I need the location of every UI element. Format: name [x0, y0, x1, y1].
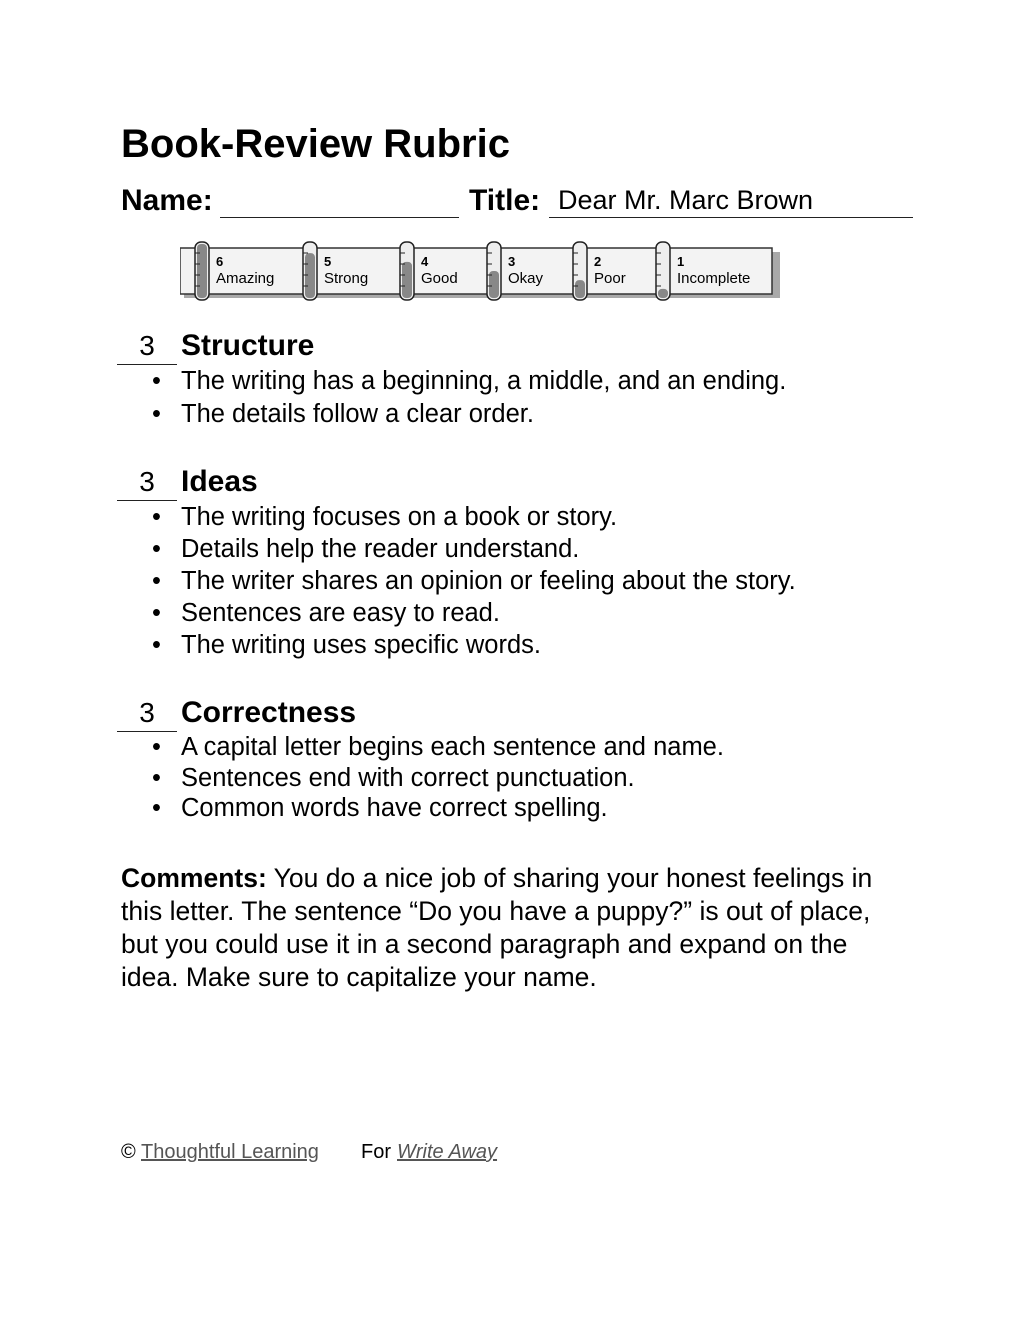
list-item: • The writing has a beginning, a middle, and an ending. [150, 365, 786, 398]
list-item: • A capital letter begins each sentence and name. [150, 732, 724, 763]
comments-text: You do a nice job of sharing your honest feelings in this letter. The sentence “Do you have a puppy?” is out of place, but you could use it in a second paragraph and expand on the idea. Make sure to capitalize your name. [121, 863, 873, 992]
comments-label: Comments: [121, 863, 267, 893]
tube-fill-level [197, 244, 207, 298]
list-item: • The details follow a clear order. [150, 398, 786, 431]
structure-heading: Structure [181, 329, 315, 362]
title-label: Title: [469, 184, 541, 217]
tube-fill-level [402, 262, 412, 298]
title-field[interactable]: Dear Mr. Marc Brown [558, 185, 814, 215]
correctness-criteria-list [150, 732, 724, 824]
ideas-score[interactable]: 3 [139, 466, 155, 497]
book-link-text: Write Away [397, 1141, 498, 1163]
correctness-score[interactable]: 3 [139, 697, 155, 728]
tube-fill-level [575, 280, 585, 298]
scale-label: Amazing [216, 270, 275, 287]
scale-label: Good [421, 270, 458, 287]
list-item: • The writing uses specific words. [150, 629, 796, 661]
publisher-link[interactable] [141, 1140, 319, 1164]
ideas-criteria-list [150, 501, 796, 661]
scale-label: Poor [594, 270, 626, 287]
copyright-symbol: © [121, 1141, 136, 1163]
structure-criteria-list [150, 365, 786, 430]
scale-number: 3 [508, 254, 516, 269]
rating-scale [180, 238, 784, 310]
publisher-link-text: Thoughtful Learning [141, 1141, 319, 1163]
scale-number: 4 [421, 254, 429, 269]
title-field-line [549, 217, 913, 218]
scale-label: Incomplete [677, 270, 751, 287]
scale-number: 2 [594, 254, 602, 269]
list-item: • The writer shares an opinion or feeling about the story. [150, 565, 796, 597]
ideas-heading: Ideas [181, 465, 258, 498]
name-label: Name: [121, 184, 213, 217]
list-item: • Common words have correct spelling. [150, 793, 724, 824]
list-item: • Sentences end with correct punctuation. [150, 763, 724, 794]
page-title: Book-Review Rubric [121, 122, 510, 166]
list-item: • Sentences are easy to read. [150, 597, 796, 629]
scale-label: Okay [508, 270, 544, 287]
scale-number: 6 [216, 254, 224, 269]
name-field-line [220, 217, 459, 218]
book-link[interactable] [397, 1140, 497, 1164]
correctness-heading: Correctness [181, 696, 357, 729]
structure-score[interactable]: 3 [139, 330, 155, 361]
scale-label: Strong [324, 270, 369, 287]
list-item: • The writing focuses on a book or story. [150, 501, 796, 533]
list-item: • Details help the reader understand. [150, 533, 796, 565]
tube-fill-level [658, 289, 668, 298]
tube-fill-level [305, 253, 315, 298]
scale-number: 1 [677, 254, 685, 269]
for-label: For [361, 1141, 391, 1163]
scale-number: 5 [324, 254, 332, 269]
comments-paragraph [121, 862, 901, 994]
